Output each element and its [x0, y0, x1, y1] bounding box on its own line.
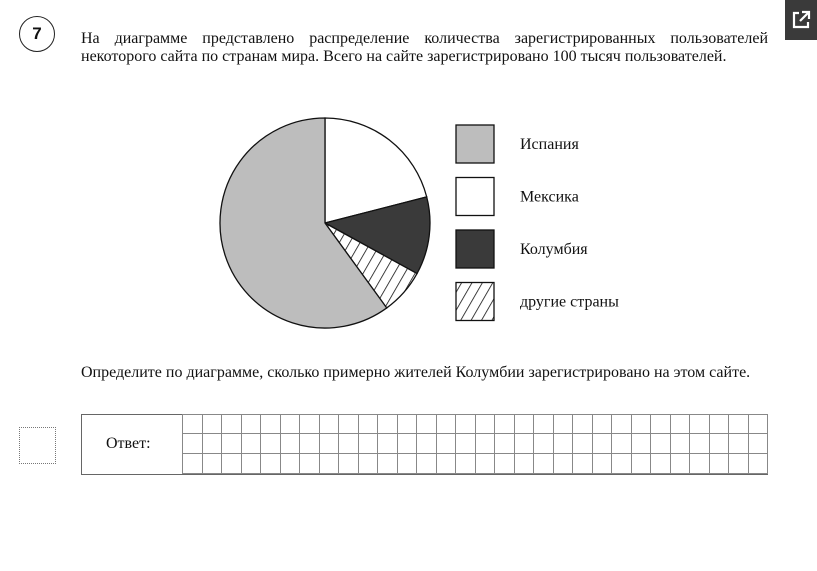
answer-label: Ответ:: [106, 435, 151, 452]
legend-label-0: Испания: [520, 136, 579, 153]
answer-cell[interactable]: [242, 454, 262, 474]
answer-cell[interactable]: [671, 414, 691, 434]
answer-cell[interactable]: [534, 454, 554, 474]
answer-cell[interactable]: [632, 434, 652, 454]
answer-cell[interactable]: [456, 414, 476, 434]
answer-cell[interactable]: [183, 434, 203, 454]
answer-cell[interactable]: [378, 414, 398, 434]
answer-checkbox[interactable]: [19, 427, 56, 464]
answer-cell[interactable]: [749, 414, 769, 434]
answer-cell[interactable]: [339, 414, 359, 434]
answer-cell[interactable]: [261, 434, 281, 454]
answer-cell[interactable]: [690, 454, 710, 474]
answer-cell[interactable]: [573, 454, 593, 474]
legend-label-2: Колумбия: [520, 241, 588, 258]
answer-cell[interactable]: [632, 454, 652, 474]
answer-cell[interactable]: [203, 454, 223, 474]
answer-cell[interactable]: [573, 434, 593, 454]
answer-cell[interactable]: [378, 434, 398, 454]
answer-cell[interactable]: [437, 434, 457, 454]
answer-cell[interactable]: [320, 454, 340, 474]
answer-cell[interactable]: [183, 414, 203, 434]
legend-swatch-0: [456, 125, 494, 163]
answer-cell[interactable]: [612, 434, 632, 454]
open-external-icon: [790, 9, 812, 31]
answer-cell[interactable]: [203, 414, 223, 434]
answer-cell[interactable]: [671, 454, 691, 474]
answer-cell[interactable]: [398, 454, 418, 474]
answer-cell[interactable]: [632, 414, 652, 434]
answer-cell[interactable]: [222, 454, 242, 474]
answer-cell[interactable]: [554, 414, 574, 434]
answer-cell[interactable]: [378, 454, 398, 474]
answer-cell[interactable]: [612, 414, 632, 434]
answer-cell[interactable]: [261, 414, 281, 434]
answer-cell[interactable]: [320, 414, 340, 434]
answer-cell[interactable]: [729, 434, 749, 454]
answer-cell[interactable]: [398, 414, 418, 434]
answer-cell[interactable]: [495, 414, 515, 434]
answer-cell[interactable]: [359, 434, 379, 454]
answer-cell[interactable]: [281, 434, 301, 454]
pie-chart: [200, 105, 660, 340]
answer-cell[interactable]: [359, 414, 379, 434]
answer-cell[interactable]: [359, 454, 379, 474]
answer-cell[interactable]: [710, 454, 730, 474]
answer-cell[interactable]: [690, 434, 710, 454]
answer-cell[interactable]: [203, 434, 223, 454]
answer-cell[interactable]: [749, 454, 769, 474]
answer-cell[interactable]: [398, 434, 418, 454]
answer-cell[interactable]: [495, 434, 515, 454]
answer-cell[interactable]: [593, 434, 613, 454]
answer-cell[interactable]: [242, 434, 262, 454]
answer-cell[interactable]: [417, 414, 437, 434]
answer-cell[interactable]: [534, 414, 554, 434]
answer-cell[interactable]: [417, 434, 437, 454]
answer-cell[interactable]: [183, 454, 203, 474]
answer-cell[interactable]: [456, 454, 476, 474]
answer-cell[interactable]: [281, 454, 301, 474]
answer-cell[interactable]: [242, 414, 262, 434]
answer-cell[interactable]: [300, 414, 320, 434]
answer-area: [81, 414, 768, 475]
legend-swatch-2: [456, 230, 494, 268]
answer-cell[interactable]: [710, 434, 730, 454]
question-number: 7: [19, 16, 55, 52]
answer-cell[interactable]: [339, 434, 359, 454]
legend-swatch-1: [456, 178, 494, 216]
answer-cell[interactable]: [515, 454, 535, 474]
legend-label-1: Мексика: [520, 188, 579, 206]
answer-cell[interactable]: [281, 414, 301, 434]
answer-cell[interactable]: [554, 454, 574, 474]
answer-cell[interactable]: [495, 454, 515, 474]
open-external-button[interactable]: [785, 0, 817, 40]
answer-cell[interactable]: [573, 414, 593, 434]
answer-cell[interactable]: [222, 434, 242, 454]
answer-cell[interactable]: [749, 434, 769, 454]
question-prompt: Определите по диаграмме, сколько примерно жителей Колумбии зарегистрировано на этом сайте.: [81, 364, 751, 381]
question-text: На диаграмме представлено распределение количества зарегистрированных пользователей некоторого сайта по странам мира. Всего на сайте зарегистрировано 100 тысяч пользователей.: [81, 30, 768, 65]
answer-cell[interactable]: [593, 454, 613, 474]
legend-swatch-3: [456, 283, 494, 321]
answer-cell[interactable]: [437, 454, 457, 474]
answer-cell[interactable]: [554, 434, 574, 454]
answer-cell[interactable]: [729, 414, 749, 434]
answer-cell[interactable]: [261, 454, 281, 474]
legend-label-3: другие страны: [520, 293, 619, 311]
answer-cell[interactable]: [612, 454, 632, 474]
answer-cell[interactable]: [339, 454, 359, 474]
answer-cell[interactable]: [300, 434, 320, 454]
answer-cell[interactable]: [456, 434, 476, 454]
answer-cell[interactable]: [651, 414, 671, 434]
answer-cell[interactable]: [593, 414, 613, 434]
answer-cell[interactable]: [320, 434, 340, 454]
answer-cell[interactable]: [534, 434, 554, 454]
answer-cell[interactable]: [437, 414, 457, 434]
answer-cell[interactable]: [690, 414, 710, 434]
answer-cell[interactable]: [515, 434, 535, 454]
answer-cell[interactable]: [300, 454, 320, 474]
answer-cell[interactable]: [729, 454, 749, 474]
answer-cell[interactable]: [476, 414, 496, 434]
answer-cell[interactable]: [417, 454, 437, 474]
answer-cell[interactable]: [515, 414, 535, 434]
answer-cell[interactable]: [671, 434, 691, 454]
answer-cell[interactable]: [222, 414, 242, 434]
answer-cell[interactable]: [476, 454, 496, 474]
answer-cell[interactable]: [710, 414, 730, 434]
answer-cell[interactable]: [651, 434, 671, 454]
answer-cell[interactable]: [651, 454, 671, 474]
answer-grid[interactable]: [182, 414, 768, 474]
answer-cell[interactable]: [476, 434, 496, 454]
